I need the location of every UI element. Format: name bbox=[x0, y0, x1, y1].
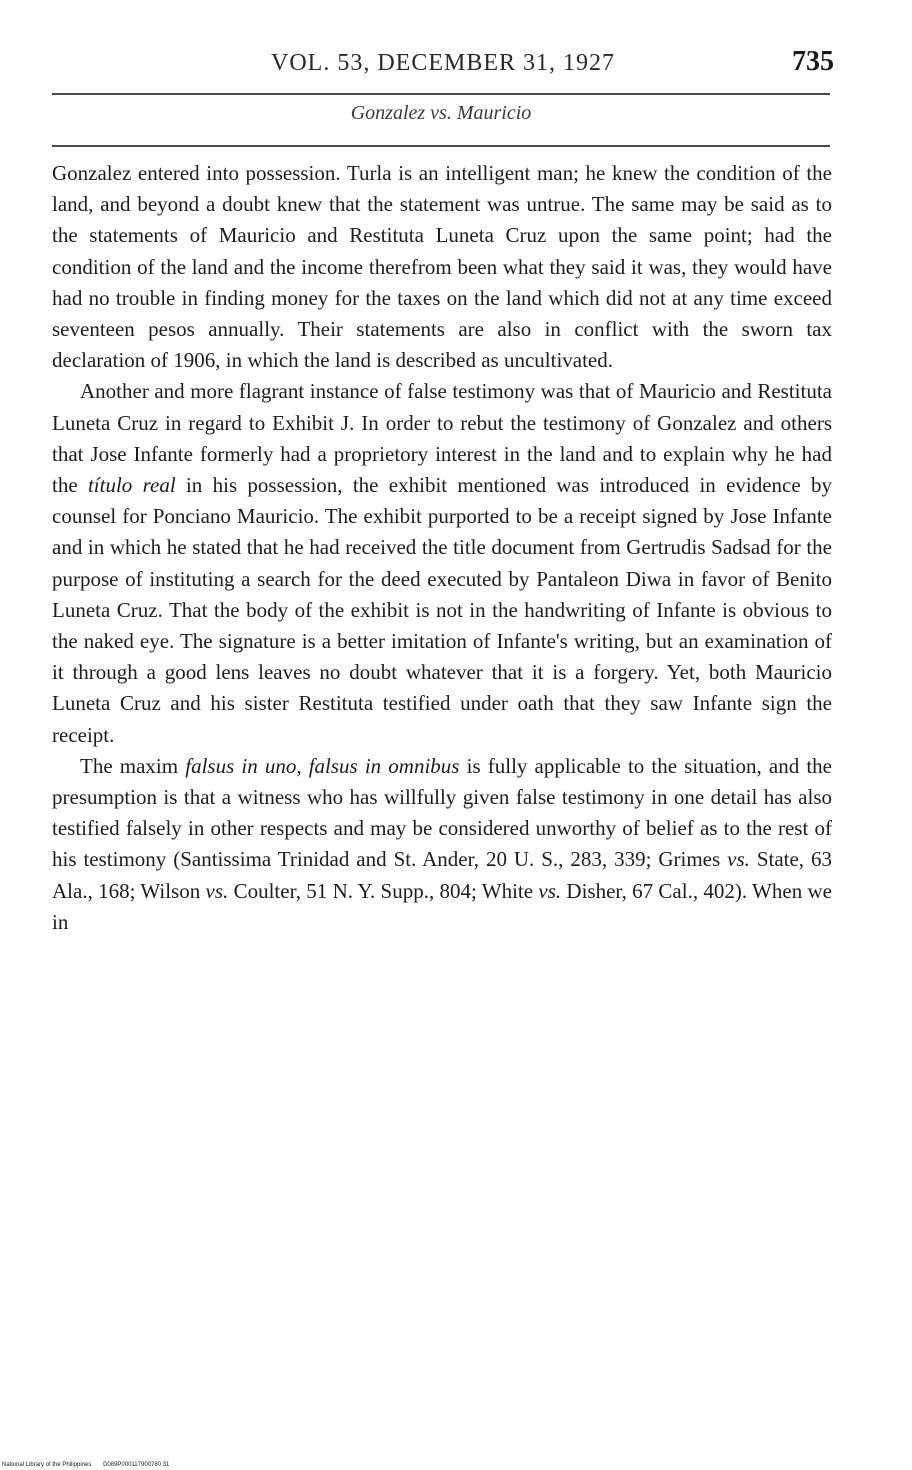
latin-maxim: falsus in uno, falsus in omnibus bbox=[185, 753, 460, 778]
paragraph-1 bbox=[52, 158, 832, 376]
case-running-title: Gonzalez vs. Mauricio bbox=[350, 102, 532, 124]
versus-abbrev: vs. bbox=[205, 878, 229, 903]
versus-abbrev: vs. bbox=[538, 878, 562, 903]
versus-abbrev: vs. bbox=[727, 847, 750, 872]
paragraph-text: The maxim bbox=[80, 753, 186, 778]
paragraph-text: Another and more flagrant instance of false testimony was that of Mauricio and Restituta Luneta Cruz in regard to Exhibit J. In order to rebut the testimony of Gonzalez and others that Jose Infante formerly had a proprietory interest in the land and to explain why he had the bbox=[52, 379, 832, 498]
page-header bbox=[52, 46, 834, 90]
paragraph-text: Disher, 67 Cal., 402). When we in bbox=[52, 878, 832, 934]
paragraph-text: State, 63 Ala., 168; Wilson bbox=[52, 847, 833, 903]
latin-term-titulo-real: título real bbox=[87, 473, 176, 498]
header-rule-bottom bbox=[52, 145, 830, 147]
paragraph-3 bbox=[52, 751, 832, 938]
image-code: D089P000117900780 31 bbox=[103, 1462, 170, 1468]
paragraph-2 bbox=[52, 376, 832, 750]
opinion-body bbox=[52, 158, 832, 938]
volume-date-heading: VOL. 53, DECEMBER 31, 1927 bbox=[271, 50, 615, 76]
page-number: 735 bbox=[792, 46, 834, 77]
paragraph-text: is fully applicable to the situation, and the presumption is that a witness who has willfully given false testimony in one detail has also testified falsely in other respects and may be considered unworthy of belief as to the rest of his testimony (Santissima Trinidad and St. Ander, 20 U. S., 283, 339; Grimes bbox=[52, 753, 832, 872]
scan-imprint bbox=[2, 1462, 179, 1468]
paragraph-text: in his possession, the exhibit mentioned was introduced in evidence by counsel for Ponciano Mauricio. The exhibit purported to be a receipt signed by Jose Infante and in which he stated that he had received the title document from Gertrudis Sadsad for the purpose of instituting a search for the deed executed by Pantaleon Diwa in favor of Benito Luneta Cruz. That the body of the exhibit is not in the handwriting of Infante is obvious to the naked eye. The signature is a better imitation of Infante's writing, but an examination of it through a good lens leaves no doubt whatever that it is a forgery. Yet, both Mauricio Luneta Cruz and his sister Restituta testified under oath that they saw Infante sign the receipt. bbox=[52, 473, 833, 747]
paragraph-text: Coulter, 51 N. Y. Supp., 804; White bbox=[228, 878, 539, 903]
library-credit: National Library of the Philippines bbox=[2, 1462, 92, 1468]
paragraph-text: Gonzalez entered into possession. Turla is an intelligent man; he knew the condition of the land, and beyond a doubt knew that the statement was untrue. The same may be said as to the statements of Mauricio and Restituta Luneta Cruz upon the same point; had the condition of the land and the income therefrom been what they said it was, they would have had no trouble in finding money for the taxes on the land which did not at any time exceed seventeen pesos annually. Their statements are also in conflict with the sworn tax declaration of 1906, in which the land is described as uncultivated. bbox=[52, 161, 832, 373]
header-rule-top bbox=[52, 93, 830, 95]
